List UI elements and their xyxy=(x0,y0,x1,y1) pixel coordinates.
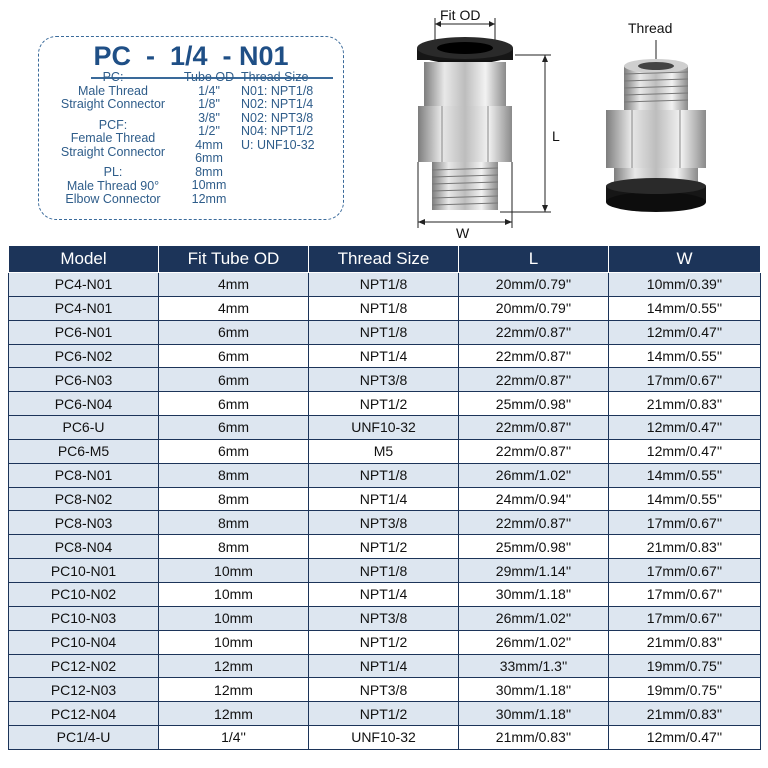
table-row xyxy=(9,463,761,487)
cell-model: PC10-N04 xyxy=(9,630,159,654)
table-row xyxy=(9,654,761,678)
tube-od-header: Tube OD xyxy=(183,70,235,84)
cell-model: PC12-N03 xyxy=(9,678,159,702)
cell-thread-size: NPT1/4 xyxy=(309,582,459,606)
cell-l: 22mm/0.87'' xyxy=(459,511,609,535)
fitting-thread-view xyxy=(606,40,706,212)
cell-model: PC4-N01 xyxy=(9,273,159,297)
cell-model: PC1/4-U xyxy=(9,726,159,750)
part-code-example: PC - 1/4 - N01 xyxy=(93,41,289,71)
cell-thread-size: NPT1/2 xyxy=(309,392,459,416)
cell-fit-tube-od: 6mm xyxy=(159,392,309,416)
cell-w: 17mm/0.67'' xyxy=(609,559,761,583)
table-row xyxy=(9,368,761,392)
cell-model: PC8-N01 xyxy=(9,463,159,487)
cell-fit-tube-od: 1/4'' xyxy=(159,726,309,750)
cell-w: 12mm/0.47'' xyxy=(609,416,761,440)
type-pcf: PCF: Female Thread Straight Connector xyxy=(60,117,166,159)
cell-fit-tube-od: 10mm xyxy=(159,559,309,583)
cell-thread-size: NPT1/4 xyxy=(309,487,459,511)
cell-fit-tube-od: 12mm xyxy=(159,702,309,726)
cell-thread-size: NPT1/8 xyxy=(309,296,459,320)
product-images xyxy=(380,0,768,245)
table-row xyxy=(9,392,761,416)
cell-w: 21mm/0.83'' xyxy=(609,535,761,559)
cell-fit-tube-od: 10mm xyxy=(159,630,309,654)
cell-thread-size: UNF10-32 xyxy=(309,416,459,440)
cell-w: 17mm/0.67'' xyxy=(609,511,761,535)
cell-l: 30mm/1.18'' xyxy=(459,582,609,606)
cell-model: PC6-N04 xyxy=(9,392,159,416)
cell-w: 12mm/0.47'' xyxy=(609,439,761,463)
cell-w: 21mm/0.83'' xyxy=(609,630,761,654)
cell-w: 17mm/0.67'' xyxy=(609,606,761,630)
fitting-side-view xyxy=(417,18,551,228)
specification-table xyxy=(8,245,761,750)
cell-l: 22mm/0.87'' xyxy=(459,344,609,368)
cell-l: 24mm/0.94'' xyxy=(459,487,609,511)
cell-fit-tube-od: 4mm xyxy=(159,296,309,320)
cell-w: 14mm/0.55'' xyxy=(609,344,761,368)
cell-model: PC12-N02 xyxy=(9,654,159,678)
table-body xyxy=(9,273,761,750)
header-model: Model xyxy=(9,246,159,273)
table-row xyxy=(9,702,761,726)
table-row xyxy=(9,487,761,511)
thread-label: Thread xyxy=(628,20,673,36)
cell-fit-tube-od: 4mm xyxy=(159,273,309,297)
cell-model: PC6-U xyxy=(9,416,159,440)
cell-l: 20mm/0.79'' xyxy=(459,273,609,297)
table-row xyxy=(9,726,761,750)
header-fit-tube-od: Fit Tube OD xyxy=(159,246,309,273)
cell-thread-size: NPT1/4 xyxy=(309,654,459,678)
table-row xyxy=(9,606,761,630)
cell-w: 10mm/0.39'' xyxy=(609,273,761,297)
fitting-drawings xyxy=(380,0,768,245)
cell-w: 12mm/0.47'' xyxy=(609,320,761,344)
cell-model: PC8-N04 xyxy=(9,535,159,559)
cell-l: 29mm/1.14'' xyxy=(459,559,609,583)
cell-thread-size: NPT3/8 xyxy=(309,678,459,702)
cell-fit-tube-od: 8mm xyxy=(159,511,309,535)
cell-w: 14mm/0.55'' xyxy=(609,296,761,320)
table-row xyxy=(9,559,761,583)
table-row xyxy=(9,273,761,297)
cell-l: 26mm/1.02'' xyxy=(459,606,609,630)
thread-size-header: Thread Size xyxy=(241,70,309,84)
cell-thread-size: NPT1/8 xyxy=(309,463,459,487)
cell-thread-size: UNF10-32 xyxy=(309,726,459,750)
table-row xyxy=(9,511,761,535)
cell-model: PC8-N03 xyxy=(9,511,159,535)
cell-w: 17mm/0.67'' xyxy=(609,368,761,392)
cell-w: 19mm/0.75'' xyxy=(609,654,761,678)
cell-l: 26mm/1.02'' xyxy=(459,463,609,487)
table-row xyxy=(9,416,761,440)
length-label: L xyxy=(552,128,560,144)
cell-l: 30mm/1.18'' xyxy=(459,678,609,702)
cell-l: 30mm/1.18'' xyxy=(459,702,609,726)
cell-thread-size: NPT1/2 xyxy=(309,535,459,559)
cell-fit-tube-od: 6mm xyxy=(159,344,309,368)
cell-w: 21mm/0.83'' xyxy=(609,702,761,726)
cell-fit-tube-od: 12mm xyxy=(159,654,309,678)
cell-thread-size: NPT3/8 xyxy=(309,511,459,535)
cell-fit-tube-od: 8mm xyxy=(159,487,309,511)
cell-thread-size: M5 xyxy=(309,439,459,463)
cell-model: PC12-N04 xyxy=(9,702,159,726)
table-row xyxy=(9,320,761,344)
cell-fit-tube-od: 10mm xyxy=(159,582,309,606)
cell-l: 25mm/0.98'' xyxy=(459,392,609,416)
cell-thread-size: NPT1/4 xyxy=(309,344,459,368)
cell-thread-size: NPT1/8 xyxy=(309,559,459,583)
table-row xyxy=(9,582,761,606)
cell-fit-tube-od: 10mm xyxy=(159,606,309,630)
cell-l: 22mm/0.87'' xyxy=(459,416,609,440)
table-row xyxy=(9,344,761,368)
table-row xyxy=(9,678,761,702)
cell-model: PC6-N01 xyxy=(9,320,159,344)
cell-model: PC6-N02 xyxy=(9,344,159,368)
cell-l: 20mm/0.79'' xyxy=(459,296,609,320)
thread-size-column: Thread Size N01: NPT1/8 N02: NPT1/4 N02: NPT3/8 N04: NPT1/2 U: UNF10-32 xyxy=(241,71,341,152)
cell-w: 14mm/0.55'' xyxy=(609,463,761,487)
cell-thread-size: NPT1/8 xyxy=(309,320,459,344)
cell-fit-tube-od: 6mm xyxy=(159,416,309,440)
cell-thread-size: NPT1/2 xyxy=(309,630,459,654)
cell-model: PC10-N02 xyxy=(9,582,159,606)
cell-thread-size: NPT3/8 xyxy=(309,368,459,392)
cell-model: PC6-M5 xyxy=(9,439,159,463)
fit-od-label: Fit OD xyxy=(440,7,481,23)
table-header-row xyxy=(9,246,761,273)
cell-model: PC10-N03 xyxy=(9,606,159,630)
cell-l: 26mm/1.02'' xyxy=(459,630,609,654)
cell-w: 17mm/0.67'' xyxy=(609,582,761,606)
header-thread-size: Thread Size xyxy=(309,246,459,273)
cell-model: PC4-N01 xyxy=(9,296,159,320)
type-pl: PL: Male Thread 90° Elbow Connector xyxy=(65,165,161,206)
table-row xyxy=(9,535,761,559)
cell-thread-size: NPT3/8 xyxy=(309,606,459,630)
tube-od-column: Tube OD 1/4" 1/8" 3/8" 1/2" 4mm 6mm 8mm 10mm 12mm xyxy=(179,71,239,206)
cell-fit-tube-od: 12mm xyxy=(159,678,309,702)
cell-model: PC10-N01 xyxy=(9,559,159,583)
header-l: L xyxy=(459,246,609,273)
cell-fit-tube-od: 6mm xyxy=(159,368,309,392)
table-row xyxy=(9,630,761,654)
cell-w: 21mm/0.83'' xyxy=(609,392,761,416)
cell-fit-tube-od: 6mm xyxy=(159,439,309,463)
cell-fit-tube-od: 6mm xyxy=(159,320,309,344)
cell-w: 14mm/0.55'' xyxy=(609,487,761,511)
cell-l: 33mm/1.3'' xyxy=(459,654,609,678)
cell-model: PC8-N02 xyxy=(9,487,159,511)
cell-w: 12mm/0.47'' xyxy=(609,726,761,750)
cell-thread-size: NPT1/8 xyxy=(309,273,459,297)
cell-l: 22mm/0.87'' xyxy=(459,439,609,463)
cell-l: 25mm/0.98'' xyxy=(459,535,609,559)
cell-l: 22mm/0.87'' xyxy=(459,320,609,344)
width-label: W xyxy=(456,225,470,241)
cell-fit-tube-od: 8mm xyxy=(159,463,309,487)
cell-w: 19mm/0.75'' xyxy=(609,678,761,702)
table-row xyxy=(9,296,761,320)
cell-model: PC6-N03 xyxy=(9,368,159,392)
cell-l: 22mm/0.87'' xyxy=(459,368,609,392)
type-pc: PC: Male Thread Straight Connector xyxy=(60,70,166,111)
header-w: W xyxy=(609,246,761,273)
cell-thread-size: NPT1/2 xyxy=(309,702,459,726)
cell-fit-tube-od: 8mm xyxy=(159,535,309,559)
cell-l: 21mm/0.83'' xyxy=(459,726,609,750)
table-row xyxy=(9,439,761,463)
part-number-legend xyxy=(38,36,344,220)
connector-type-column xyxy=(43,71,183,214)
